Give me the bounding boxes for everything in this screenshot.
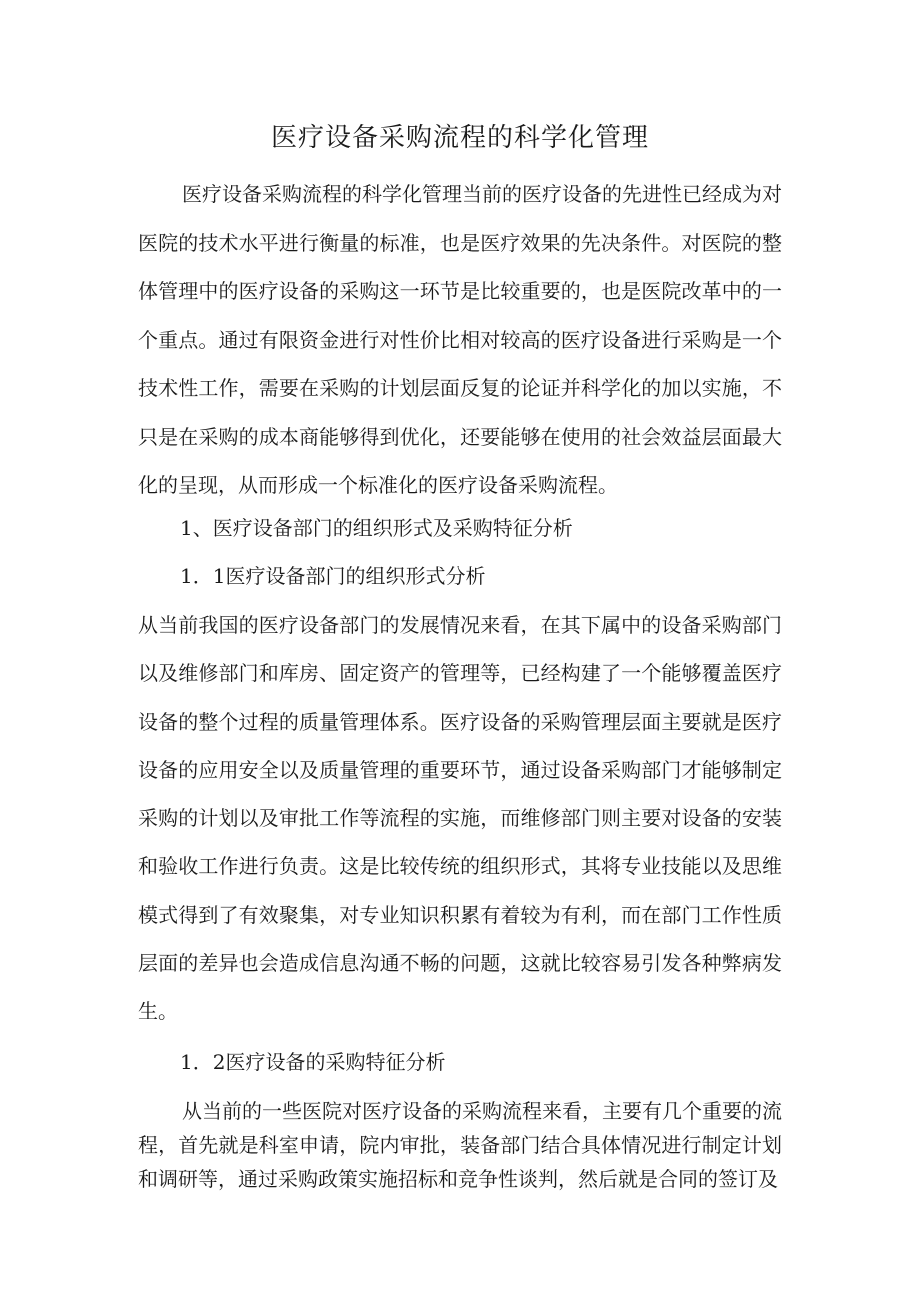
section-1-1-paragraph: 从当前我国的医疗设备部门的发展情况来看，在其下属中的设备采购部门以及维修部门和库房、固定资产的管理等，已经构建了一个能够覆盖医疗设备的整个过程的质量管理体系。医疗设备的采购管理层面主要就是医疗设备的应用安全以及质量管理的重要环节，通过设备采购部门才能够制定采购的计划以及审批工作等流程的实施，而维修部门则主要对设备的安装和验收工作进行负责。这是比较传统的组织形式，其将专业技能以及思维模式得到了有效聚集，对专业知识积累有着较为有利，而在部门工作性质层面的差异也会造成信息沟通不畅的问题，这就比较容易引发各种弊病发生。 — [138, 613, 782, 1024]
intro-paragraph: 医疗设备采购流程的科学化管理当前的医疗设备的先进性已经成为对医院的技术水平进行衡量的标准，也是医疗效果的先决条件。对医院的整体管理中的医疗设备的采购这一环节是比较重要的，也是医院改革中的一个重点。通过有限资金进行对性价比相对较高的医疗设备进行采购是一个技术性工作，需要在采购的计划层面反复的论证并科学化的加以实施，不只是在采购的成本商能够得到优化，还要能够在使用的社会效益层面最大化的呈现，从而形成一个标准化的医疗设备采购流程。 — [138, 182, 782, 497]
section-1-2-paragraph: 从当前的一些医院对医疗设备的采购流程来看，主要有几个重要的流程，首先就是科室申请，院内审批，装备部门结合具体情况进行制定计划和调研等，通过采购政策实施招标和竞争性谈判，然后就是合同的签订及 — [138, 1099, 782, 1191]
document-title: 医疗设备采购流程的科学化管理 — [270, 123, 649, 153]
section-1-2-heading: 1．2医疗设备的采购特征分析 — [180, 1050, 446, 1074]
section-1-heading: 1、医疗设备部门的组织形式及采购特征分析 — [180, 516, 573, 540]
section-1-1-heading: 1．1医疗设备部门的组织形式分析 — [180, 564, 486, 588]
